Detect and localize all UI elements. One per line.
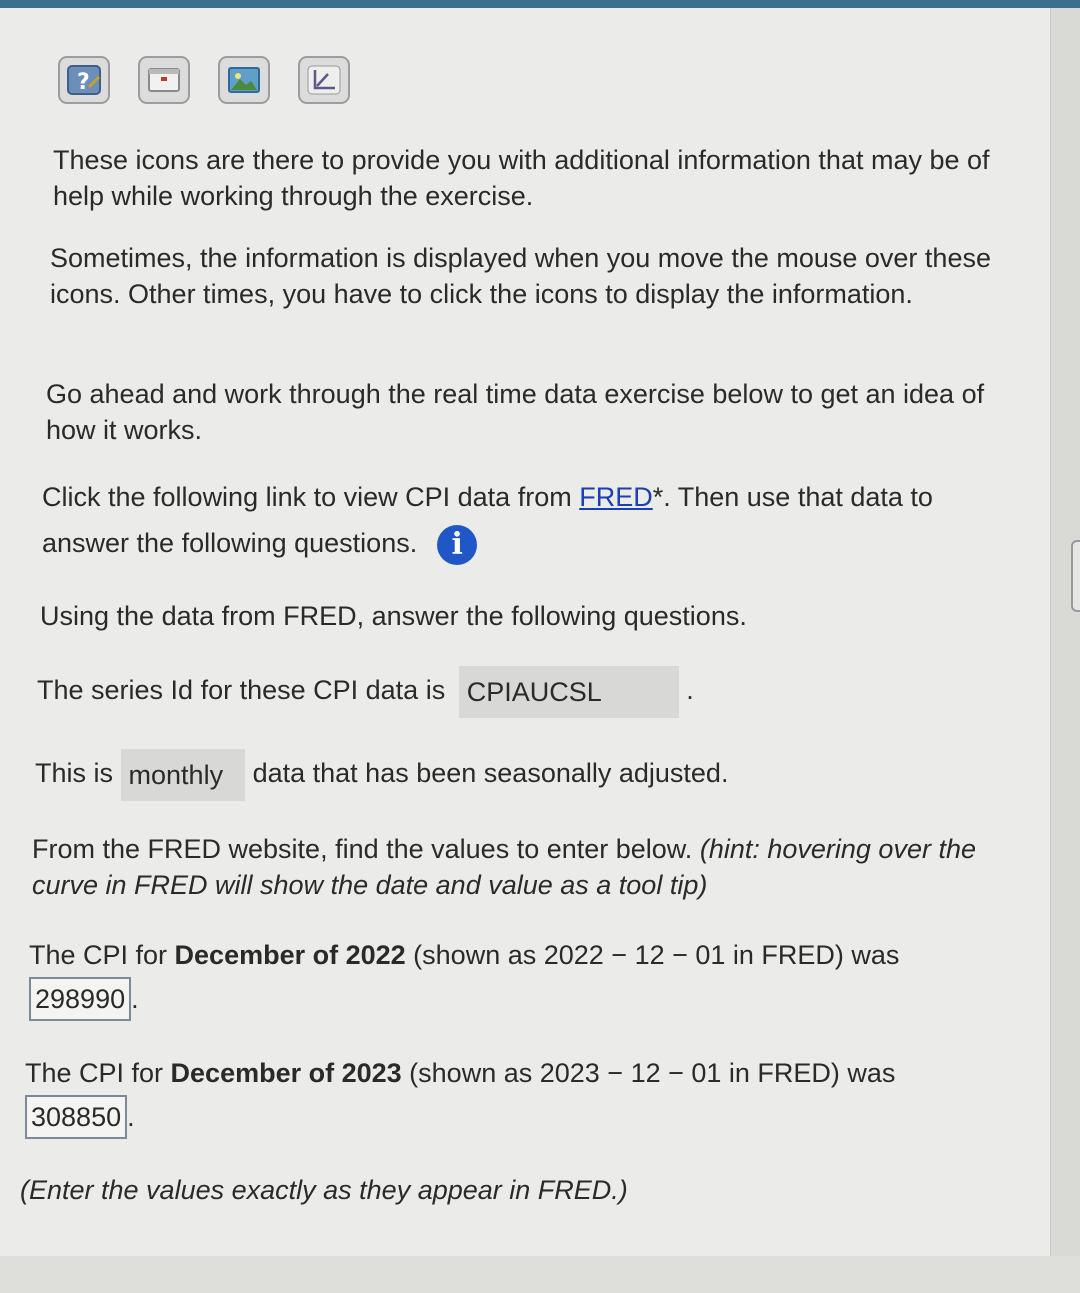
- frequency-before: This is: [35, 758, 114, 788]
- info-icon[interactable]: i: [437, 525, 477, 565]
- series-id-field[interactable]: CPIAUCSL: [459, 666, 679, 718]
- q1-bold: December of 2022: [174, 940, 406, 970]
- cpi-2023-input[interactable]: 308850: [25, 1095, 127, 1139]
- frequency-field[interactable]: monthly: [121, 749, 246, 801]
- q2-bold: December of 2023: [170, 1058, 402, 1088]
- q2-pre: The CPI for: [25, 1058, 171, 1088]
- q1-pre: The CPI for: [29, 940, 175, 970]
- q1-post: (shown as 2022 − 12 − 01 in FRED) was: [405, 940, 900, 970]
- intro-paragraph-3: Go ahead and work through the real time data exercise below to get an idea of how it works.: [46, 379, 985, 445]
- link-paragraph-before: Click the following link to view CPI data from: [42, 482, 580, 512]
- bottom-strip: [0, 1256, 1080, 1293]
- series-end: .: [686, 675, 694, 705]
- footer-note: (Enter the values exactly as they appear in FRED.): [20, 1175, 628, 1205]
- hint-paragraph: [32, 831, 992, 903]
- question-2022: [29, 933, 989, 1021]
- top-bar: [0, 0, 1080, 8]
- intro-paragraph-1: These icons are there to provide you with additional information that may be of help while working through the exercise.: [53, 145, 990, 211]
- series-label: The series Id for these CPI data is: [37, 675, 446, 705]
- using-data-text: Using the data from FRED, answer the following questions.: [40, 601, 747, 631]
- fred-link[interactable]: FRED: [579, 482, 653, 512]
- help-toolbar: [58, 56, 350, 104]
- link-paragraph-after: *. Then use that data to answer the following questions.: [42, 482, 933, 558]
- q1-end: .: [131, 984, 139, 1014]
- graph-icon[interactable]: [298, 56, 350, 104]
- scroll-tab[interactable]: [1071, 540, 1080, 612]
- link-paragraph: [42, 474, 1002, 566]
- series-row: [37, 664, 997, 718]
- intro-paragraph-2: Sometimes, the information is displayed when you move the mouse over these icons. Other times, you have to click the icons to display the information.: [50, 243, 991, 309]
- image-icon[interactable]: [218, 56, 270, 104]
- hint-italic: (hint: hovering over the curve in FRED will show the date and value as a tool tip): [32, 834, 976, 900]
- svg-text:?: ?: [77, 70, 90, 95]
- frequency-row: [35, 747, 995, 801]
- help-question-icon[interactable]: [58, 56, 110, 104]
- q2-post: (shown as 2023 − 12 − 01 in FRED) was: [401, 1058, 896, 1088]
- calculator-icon[interactable]: [138, 56, 190, 104]
- frequency-after: data that has been seasonally adjusted.: [252, 758, 729, 788]
- question-2023: [25, 1051, 985, 1139]
- q2-end: .: [127, 1102, 135, 1132]
- hint-text: From the FRED website, find the values to enter below.: [32, 834, 700, 864]
- cpi-2022-input[interactable]: 298990: [29, 977, 131, 1021]
